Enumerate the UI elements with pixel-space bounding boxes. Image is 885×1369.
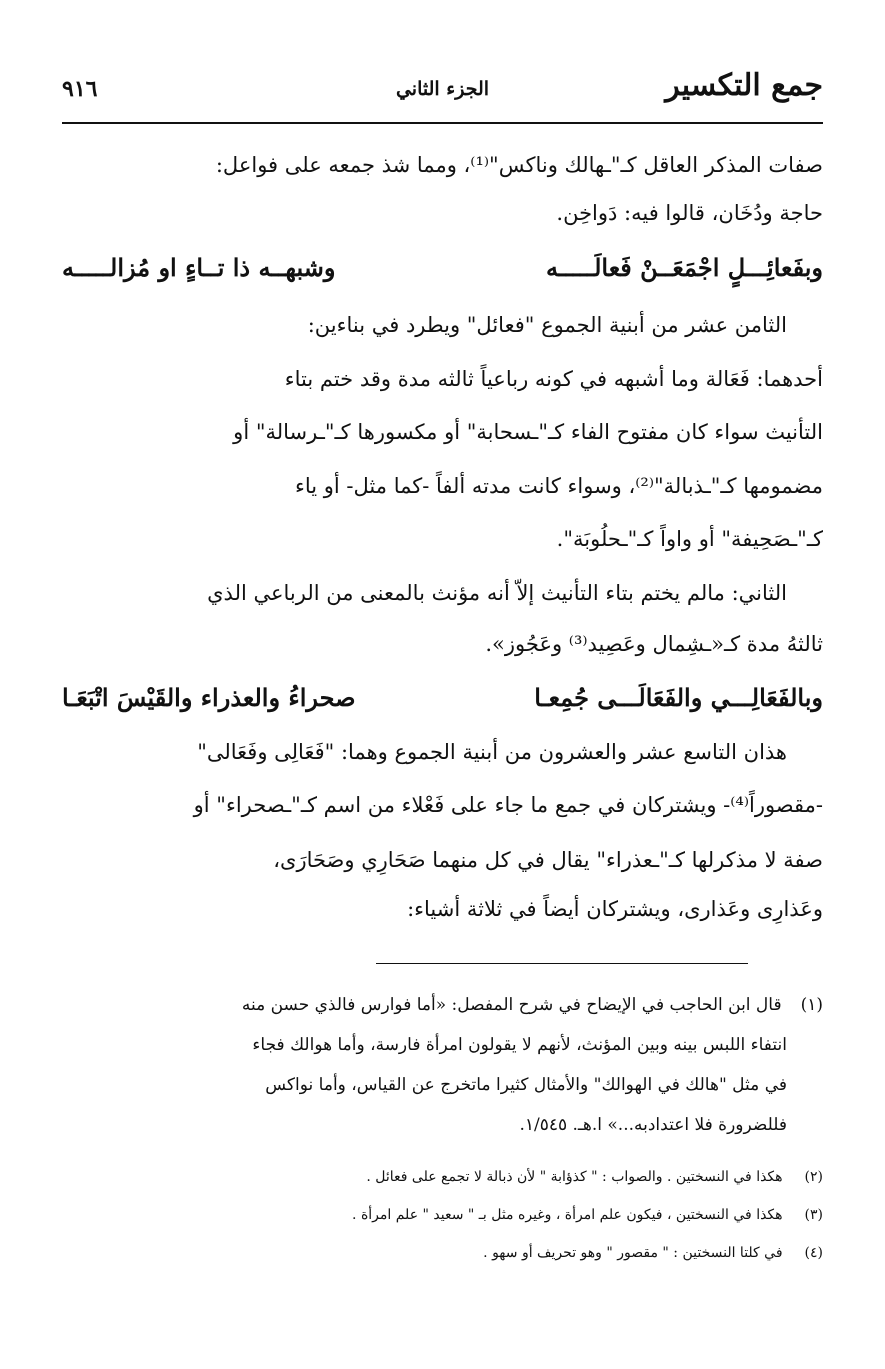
footnote-text: في مثل "هالك في الهوالك" والأمثال كثيرا ماتخرج عن القياس، وأما نواكس [265,1075,787,1095]
verse-hemistich-second: وشبهــه ذا تــاءٍ او مُزالـــــه [62,253,336,282]
text-line: -مقصوراً⁽⁴⁾- ويشتركان في جمع ما جاء على فَعْلاء من اسم كـ"ـصحراء" أو [193,793,823,817]
footnote-2 [62,1162,823,1192]
text-line: حاجة ودُخَان، قالوا فيه: دَواخِن. [556,201,823,225]
volume-label: الجزء الثاني [395,78,490,100]
footnote-divider [376,963,748,964]
footnote-text: في كلتا النسختين : " مقصور " وهو تحريف أو سهو . [483,1245,783,1261]
footnote-text: فللضرورة فلا اعتدادبه...» ا.هـ. ١/٥٤٥. [519,1115,787,1135]
footnote-number: (١) [800,995,823,1015]
chapter-title: جمع التكسير [665,68,823,103]
text-line: صفة لا مذكرلها كـ"ـعذراء" يقال في كل منهما صَحَارِي وصَحَارَى، [273,848,823,872]
text-line: وعَذارِى وعَذارى، ويشتركان أيضاً في ثلاثة أشياء: [407,897,823,921]
footnote-number: (٤) [804,1245,823,1261]
text-line: صفات المذكر العاقل كـ"ـهالك وناكس"⁽¹⁾، ومما شذ جمعه على فواعل: [215,153,823,177]
footnote-text: انتفاء اللبس بينه وبين المؤنث، لأنهم لا يقولون امرأة فارسة، وأما هوالك فجاء [252,1035,787,1055]
footnote-number: (٢) [804,1169,823,1185]
text-line: الثاني: مالم يختم بتاء التأنيث إلاّ أنه مؤنث بالمعنى من الرباعي الذي [207,581,787,605]
text-line: ثالثهُ مدة كـ«ـشِمال وعَصِيد⁽³⁾ وعَجُوز». [485,632,823,656]
text-line: التأنيث سواء كان مفتوح الفاء كـ"ـسحابة" أو مكسورها كـ"ـرسالة" أو [233,420,823,444]
footnote-4 [62,1238,823,1268]
footnote-3 [62,1200,823,1230]
footnote-1 [62,990,823,1020]
text-line: أحدهما: فَعَالة وما أشبهه في كونه رباعياً ثالثه مدة وقد ختم بتاء [284,367,823,391]
footnote-number: (٣) [804,1207,823,1223]
text-line: كـ"ـصَحِيفة" أو واواً كـ"ـحلُوبَة". [556,527,823,551]
verse-line [62,253,823,287]
footnote-text: هكذا في النسختين ، فيكون علم امرأة ، وغيره مثل بـ " سعيد " علم امرأة . [352,1207,783,1223]
page-header [62,60,823,120]
verse-hemistich-first: وبفَعائِـــلٍ اجْمَعَــنْ فَعالَـــــه [546,253,823,282]
text-line: مضمومها كـ"ـذبالة"⁽²⁾، وسواء كانت مدته ألفاً -كما مثل- أو ياء [294,474,823,498]
header-divider [62,122,823,124]
verse-hemistich-first: وبالفَعَالِـــي والفَعَالَـــى جُمِعـا [534,683,823,712]
verse-hemistich-second: صحراءُ والعذراء والقَيْسَ اتْبَعَـا [62,683,356,712]
verse-line [62,683,823,717]
footnote-text: قال ابن الحاجب في الإيضاح في شرح المفصل: «أما فوارس فالذي حسن منه [241,995,782,1015]
page-number: ٩١٦ [62,76,98,102]
text-line: هذان التاسع عشر والعشرون من أبنية الجموع وهما: "فَعَالِى وفَعَالى" [197,740,787,764]
footnote-text: هكذا في النسختين . والصواب : " كذؤابة " لأن ذبالة لا تجمع على فعائل . [366,1169,783,1185]
text-line: الثامن عشر من أبنية الجموع "فعائل" ويطرد في بناءين: [307,313,787,337]
